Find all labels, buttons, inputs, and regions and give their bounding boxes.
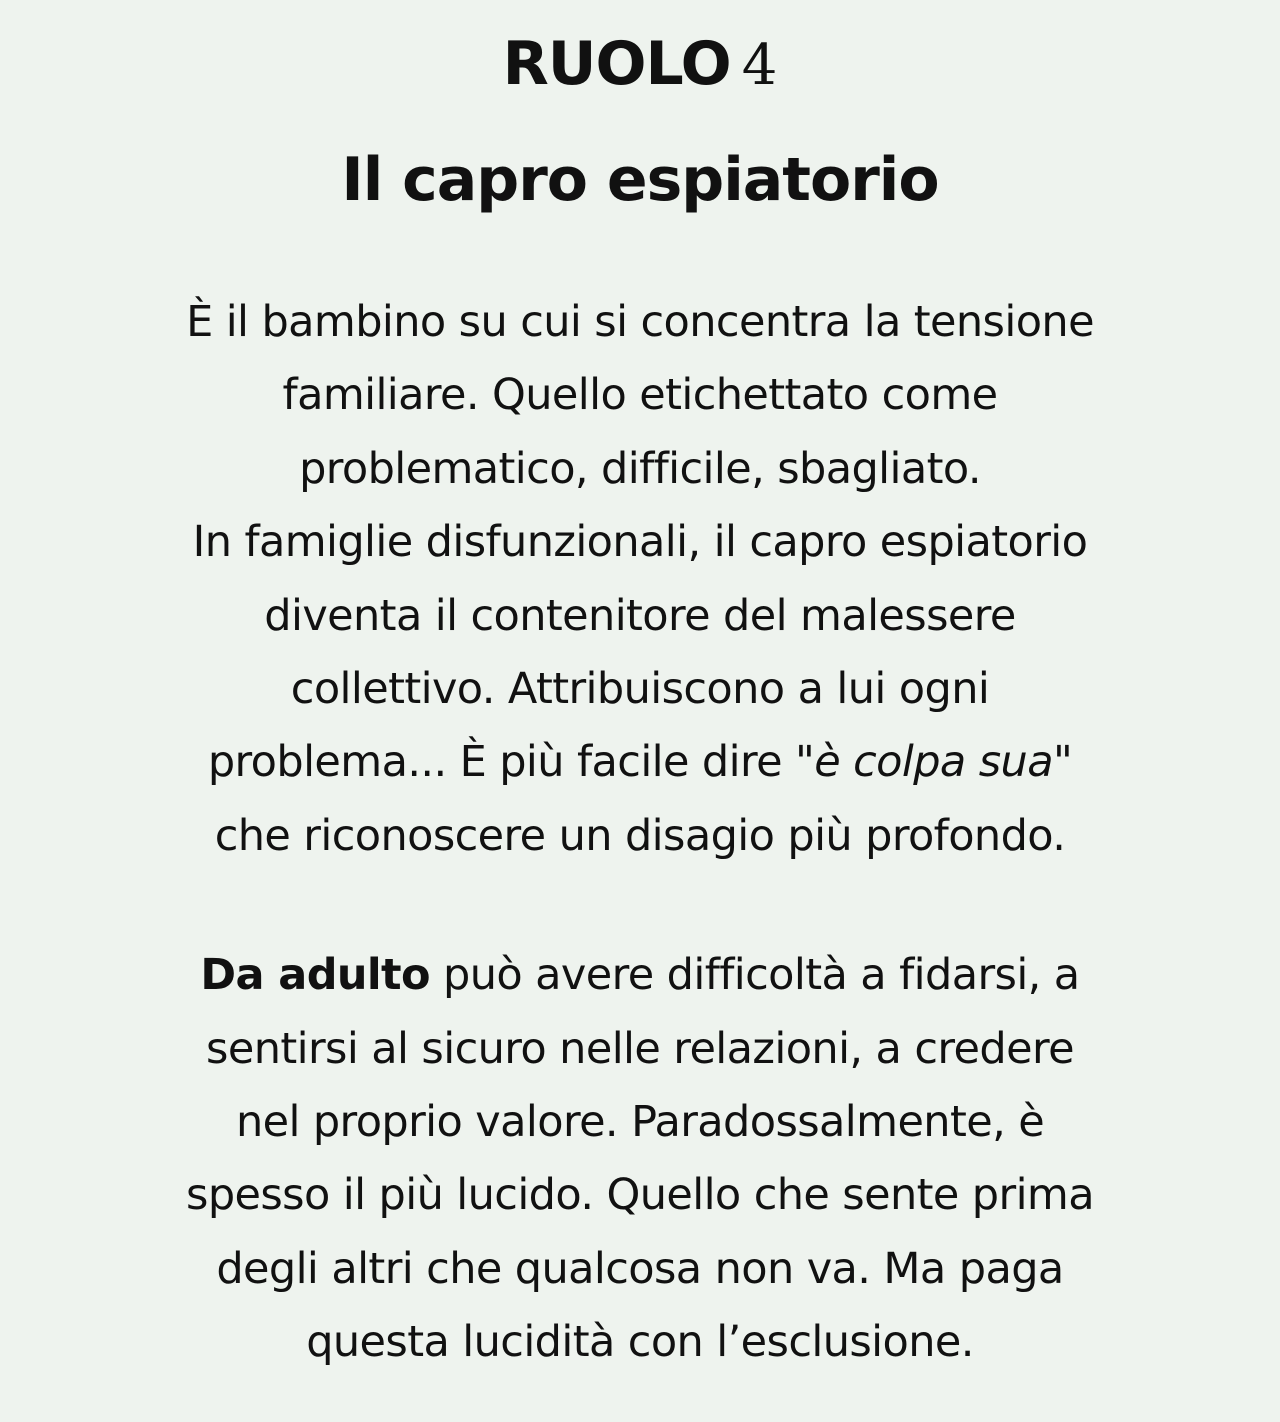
role-heading [0, 18, 1280, 110]
role-label: RUOLO [502, 29, 731, 99]
lead-rest: può avere difficoltà a fidarsi, a [429, 950, 1080, 1001]
quote-close: " [1052, 737, 1073, 788]
quote-lead-text: problema... È più facile dire " [207, 737, 815, 788]
text-line: questa lucidità con l’esclusione. [306, 1317, 974, 1368]
text-line-with-quote [0, 726, 1280, 799]
text-line: nel proprio valore. Paradossalmente, è [235, 1097, 1045, 1148]
text-line: spesso il più lucido. Quello che sente prima [186, 1170, 1094, 1221]
role-number: 4 [741, 33, 778, 98]
role-title: Il capro espiatorio [341, 145, 939, 215]
text-line: collettivo. Attribuiscono a lui ogni [290, 664, 990, 715]
text-line: È il bambino su cui si concentra la tensione [186, 297, 1094, 347]
text-line: problematico, difficile, sbagliato. [299, 443, 981, 494]
text-line: familiare. Quello etichettato come [282, 370, 998, 421]
description-paragraph [0, 286, 1280, 873]
text-line: In famiglie disfunzionali, il capro espiatorio [192, 517, 1088, 568]
text-line: degli altri che qualcosa non va. Ma paga [216, 1243, 1064, 1294]
text-line: che riconoscere un disagio più profondo. [214, 810, 1066, 861]
text-line-with-bold-lead [0, 939, 1280, 1012]
text-line: sentirsi al sicuro nelle relazioni, a credere [206, 1023, 1074, 1074]
text-line: diventa il contenitore del malessere [264, 590, 1016, 641]
adult-paragraph [0, 939, 1280, 1379]
bold-lead: Da adulto [200, 950, 430, 1001]
italic-quote: è colpa sua [814, 737, 1053, 788]
